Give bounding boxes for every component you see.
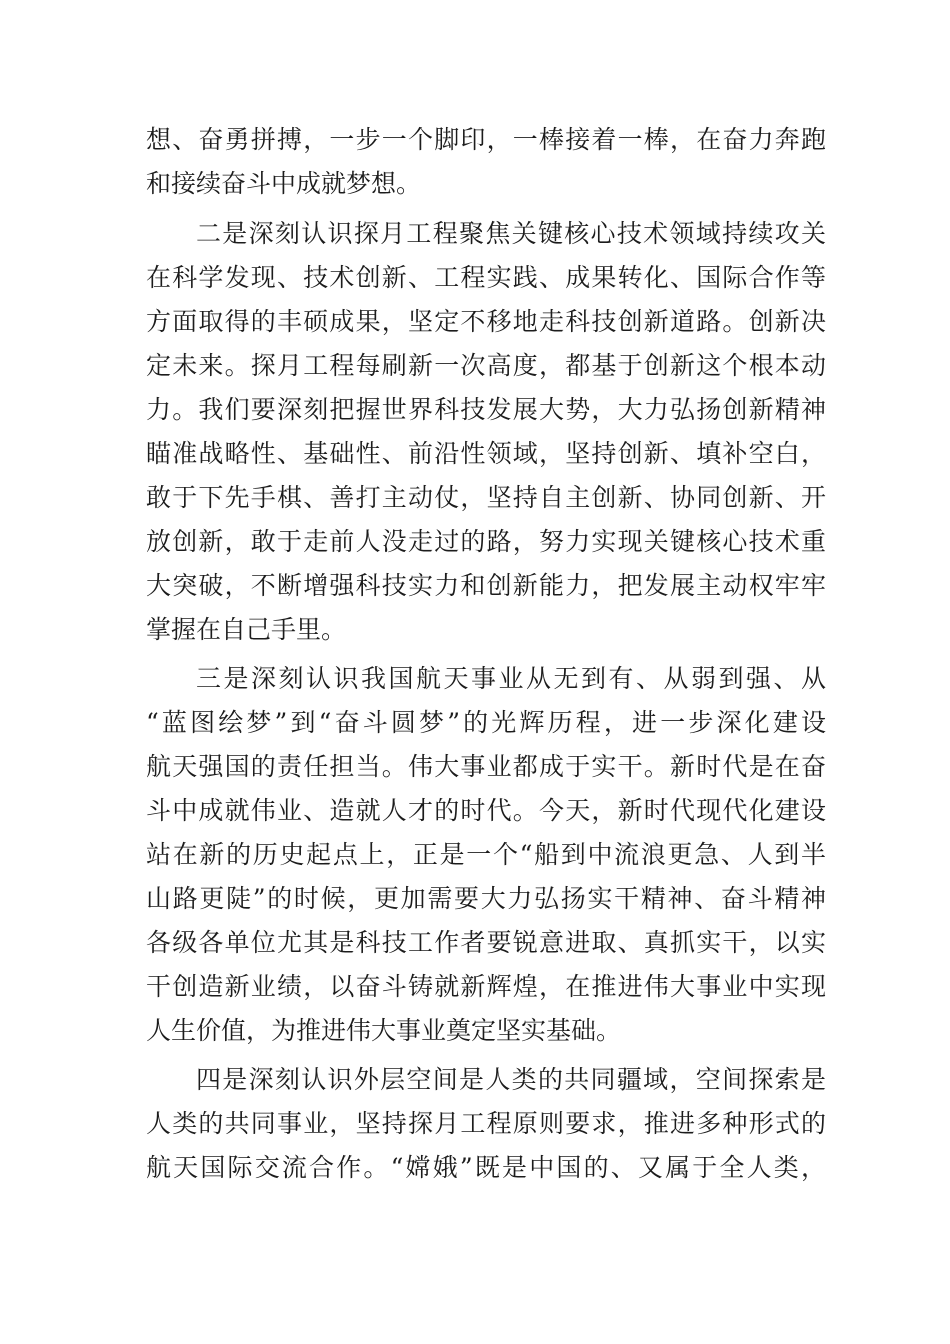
text-line: 掌握在自己手里。 — [146, 615, 347, 644]
text-line: 方面取得的丰硕成果，坚定不移地走科技创新道路。创新决 — [146, 307, 826, 336]
text-line: 斗中成就伟业、造就人才的时代。今天，新时代现代化建设 — [146, 796, 826, 825]
text-line: 站在新的历史起点上，正是一个“船到中流浪更急、人到半 — [146, 840, 826, 869]
text-line: 在科学发现、技术创新、工程实践、成果转化、国际合作等 — [146, 263, 826, 292]
text-line: 大突破，不断增强科技实力和创新能力，把发展主动权牢牢 — [146, 571, 826, 600]
text-line: 人类的共同事业，坚持探月工程原则要求，推进多种形式的 — [146, 1109, 826, 1138]
text-line: 各级各单位尤其是科技工作者要锐意进取、真抓实干，以实 — [146, 928, 826, 957]
text-line: 敢于下先手棋、善打主动仗，坚持自主创新、协同创新、开 — [146, 483, 826, 512]
paragraph-start-line: 二是深刻认识探月工程聚焦关键核心技术领域持续攻关 — [196, 219, 826, 248]
text-line: 航天国际交流合作。“嫦娥”既是中国的、又属于全人类， — [146, 1153, 826, 1182]
text-line: 力。我们要深刻把握世界科技发展大势，大力弘扬创新精神 — [146, 395, 826, 424]
paragraph-start-line: 三是深刻认识我国航天事业从无到有、从弱到强、从 — [196, 664, 826, 693]
text-line: 瞄准战略性、基础性、前沿性领域，坚持创新、填补空白， — [146, 439, 826, 468]
text-line: 和接续奋斗中成就梦想。 — [146, 169, 422, 198]
text-line: 航天强国的责任担当。伟大事业都成于实干。新时代是在奋 — [146, 752, 826, 781]
text-line: 干创造新业绩，以奋斗铸就新辉煌，在推进伟大事业中实现 — [146, 972, 826, 1001]
text-line: 放创新，敢于走前人没走过的路，努力实现关键核心技术重 — [146, 527, 826, 556]
text-line: 人生价值，为推进伟大事业奠定坚实基础。 — [146, 1016, 622, 1045]
text-line: 定未来。探月工程每刷新一次高度，都基于创新这个根本动 — [146, 351, 826, 380]
paragraph-start-line: 四是深刻认识外层空间是人类的共同疆域，空间探索是 — [196, 1065, 826, 1094]
text-line: “蓝图绘梦”到“奋斗圆梦”的光辉历程，进一步深化建设 — [146, 708, 826, 737]
text-line: 想、奋勇拼搏，一步一个脚印，一棒接着一棒，在奋力奔跑 — [146, 125, 826, 154]
text-line: 山路更陡”的时候，更加需要大力弘扬实干精神、奋斗精神 — [146, 884, 826, 913]
